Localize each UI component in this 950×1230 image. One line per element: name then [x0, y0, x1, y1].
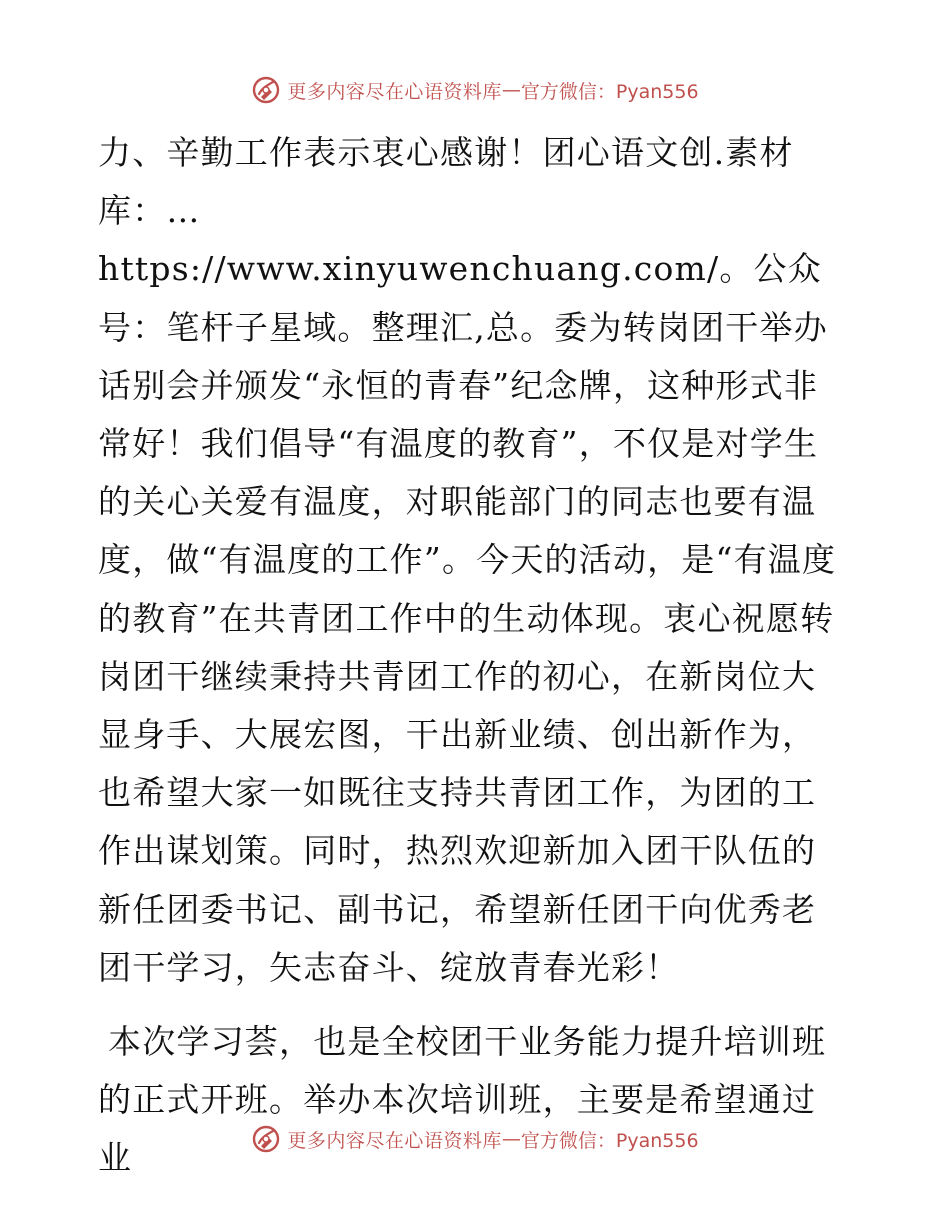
footer-brand-text: 更多内容尽在心语资料库 — [287, 1129, 502, 1152]
footer-separator: — — [501, 1128, 521, 1150]
header-brand-text: 更多内容尽在心语资料库 — [287, 80, 502, 103]
hand-pen-logo-icon — [251, 75, 281, 105]
body-paragraph-2: 本次学习荟，也是全校团干业务能力提升培训班的正式开班。举办本次培训班，主要是希望通过业 — [98, 1022, 827, 1178]
header-wechat-text: 官方微信：Pyan556 — [520, 80, 699, 103]
header-banner — [0, 70, 950, 110]
header-separator: — — [501, 79, 521, 101]
document-body — [98, 124, 850, 1188]
body-paragraph-1: 力、辛勤工作表示衷心感谢！团心语文创.素材库：…https://www.xinyuwenchuang.com/。公众号：笔杆子星域。整理汇,总。委为转岗团干举办话别会并颁发“永恒的青春”纪念牌，这种形式非常好！我们倡导“有温度的教育”，不仅是对学生的关心关爱有温度，对职能部门的同志也要有温度，做“有温度的工作”。今天的活动，是“有温度的教育”在共青团工作中的生动体现。衷心祝愿转岗团干继续秉持共青团工作的初心，在新岗位大显身手、大展宏图，干出新业绩、创出新作为，也希望大家一如既往支持共青团工作，为团的工作出谋划策。同时，热烈欢迎新加入团干队伍的新任团委书记、副书记，希望新任团干向优秀老团干学习，矢志奋斗、绽放青春光彩！ — [98, 133, 837, 987]
hand-pen-logo-icon — [251, 1124, 281, 1154]
footer-wechat-text: 官方微信：Pyan556 — [520, 1129, 699, 1152]
footer-banner — [0, 1119, 950, 1159]
